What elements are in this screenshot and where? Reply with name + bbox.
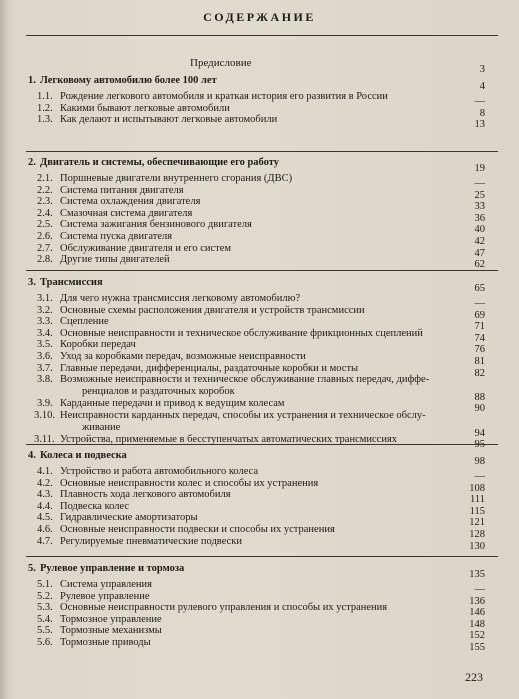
entry-page: 69 — [474, 309, 485, 321]
page-spine-shadow — [0, 0, 8, 699]
entry-number: 3.10. — [34, 409, 55, 421]
chapter-page: 135 — [469, 569, 485, 580]
entry-title: Плавность хода легкового автомобиля — [60, 489, 231, 501]
entry-number: 2.4. — [37, 207, 53, 219]
entry-page: 95 — [474, 438, 485, 450]
section-rule — [26, 35, 498, 36]
entry-page: 81 — [474, 356, 485, 367]
entry-number: 4.7. — [37, 535, 53, 547]
chapter-title: Двигатель и системы, обеспечивающие его работу — [40, 157, 280, 168]
entry-title: Рождение легкового автомобиля и краткая история его развития в России — [60, 91, 388, 102]
entry-page: 8 — [479, 107, 485, 119]
entry-number: 2.2. — [37, 184, 53, 196]
entry-page: 152 — [469, 630, 485, 642]
chapter-number: 5. — [28, 563, 36, 574]
entry-number: 2.5. — [37, 219, 53, 231]
entry-page: 47 — [474, 247, 485, 259]
entry-number: 4.3. — [37, 489, 53, 501]
entry-title: Тормозные механизмы — [60, 625, 162, 637]
page-number: 223 — [465, 670, 483, 684]
chapter-page: 65 — [474, 283, 485, 294]
entry-number: 3.4. — [37, 327, 53, 339]
entry-page: 115 — [469, 505, 485, 517]
entry-number: 2.7. — [37, 242, 53, 254]
entry-page: 94 — [474, 427, 485, 439]
entry-page: 121 — [469, 517, 485, 529]
entry-title: Основные неисправности подвески и способы их устранения — [60, 524, 335, 535]
section-rule — [26, 151, 498, 152]
entry-number: 5.6. — [37, 637, 53, 648]
entry-number: 3.11. — [34, 433, 55, 445]
entry-number: 2.6. — [37, 231, 53, 242]
chapter-number: 1. — [28, 75, 36, 86]
chapter-number: 3. — [28, 277, 36, 288]
chapter-page: 98 — [474, 456, 485, 467]
entry-page: 82 — [474, 367, 485, 379]
entry-page: 71 — [474, 321, 485, 333]
entry-title: Главные передачи, дифференциалы, раздаточные коробки и мосты — [60, 362, 359, 374]
entry-number: 3.5. — [37, 339, 53, 351]
entry-page: 108 — [469, 482, 485, 494]
entry-number: 1.2. — [37, 102, 53, 114]
entry-title: Устройства, применяемые в бесступенчатых автоматических трансмиссиях — [60, 433, 398, 445]
section-rule — [26, 270, 498, 271]
entry-title: Основные неисправности рулевого управления и способы их устранения — [60, 602, 388, 614]
entry-page: 42 — [474, 236, 485, 247]
entry-number: 4.4. — [37, 500, 53, 512]
entry-number: 4.6. — [37, 524, 53, 535]
entry-number: 5.2. — [37, 590, 53, 602]
entry-page: 128 — [469, 529, 485, 540]
entry-title: Коробки передач — [60, 339, 136, 351]
entry-title: Система охлаждения двигателя — [60, 196, 201, 208]
chapter-number: 2. — [28, 157, 36, 168]
entry-title: Подвеска колес — [60, 500, 130, 512]
entry-title: Система зажигания бензинового двигателя — [60, 219, 252, 231]
entry-number: 3.6. — [37, 351, 53, 362]
entry-page: — — [474, 584, 485, 595]
entry-number: 1.3. — [37, 114, 53, 126]
chapter-number: 4. — [28, 450, 36, 461]
entry-number: 5.5. — [37, 625, 53, 637]
entry-title: Основные неисправности и техническое обслуживание фрикционных сцеплений — [60, 327, 423, 339]
entry-page: 130 — [469, 540, 485, 552]
chapter-page: 19 — [474, 163, 485, 174]
entry-title: Неисправности карданных передач, способы их устранения и техническое обслу- — [60, 409, 426, 421]
entry-page: 90 — [474, 403, 485, 415]
entry-number: 4.5. — [37, 512, 53, 524]
entry-title: Как делают и испытывают легковые автомобили — [60, 114, 278, 126]
entry-title-continuation: ренциалов и раздаточных коробок — [82, 386, 235, 398]
toc-title: СОДЕРЖАНИЕ — [203, 10, 316, 24]
entry-title: Гидравлические амортизаторы — [60, 512, 198, 524]
entry-page: 88 — [474, 392, 485, 404]
entry-number: 2.8. — [37, 254, 53, 266]
entry-number: 3.3. — [37, 316, 53, 328]
entry-page: 74 — [474, 332, 485, 344]
chapter-title: Рулевое управление и тормоза — [40, 563, 185, 574]
entry-page: 146 — [469, 607, 485, 619]
preface-label: Предисловие — [190, 57, 252, 69]
entry-title: Возможные неисправности и техническое обслуживание главных передач, диффе- — [60, 374, 430, 386]
entry-number: 3.1. — [37, 293, 53, 304]
entry-page: 25 — [474, 189, 485, 201]
entry-title: Сцепление — [60, 316, 109, 328]
entry-page: 13 — [474, 119, 485, 131]
entry-page: 62 — [474, 259, 485, 271]
entry-number: 2.1. — [37, 173, 53, 184]
entry-title: Основные неисправности колес и способы их устранения — [60, 477, 319, 489]
entry-title: Система управления — [60, 579, 152, 590]
entry-title: Поршневые двигатели внутреннего сгорания (ДВС) — [60, 173, 293, 184]
entry-title: Регулируемые пневматические подвески — [60, 535, 243, 547]
entry-number: 3.9. — [37, 398, 53, 410]
section-rule — [26, 556, 498, 557]
entry-page: 136 — [469, 595, 485, 607]
entry-page: 40 — [474, 224, 485, 236]
entry-page: — — [474, 96, 485, 107]
entry-page: 111 — [470, 494, 485, 506]
entry-title: Обслуживание двигателя и его систем — [60, 242, 232, 254]
entry-page: 76 — [474, 344, 485, 356]
entry-page: 155 — [469, 642, 485, 653]
chapter-title: Трансмиссия — [40, 277, 103, 288]
entry-number: 5.1. — [37, 579, 53, 590]
entry-title-continuation: живание — [82, 421, 121, 433]
chapter-title: Колеса и подвеска — [40, 450, 127, 461]
entry-title: Тормозное управление — [60, 613, 162, 625]
preface-page: 3 — [479, 64, 485, 75]
entry-title: Для чего нужна трансмиссия легковому автомобилю? — [60, 293, 301, 304]
entry-page: 36 — [474, 212, 485, 224]
entry-number: 3.7. — [37, 362, 53, 374]
entry-number: 4.1. — [37, 466, 53, 477]
entry-title: Система питания двигателя — [60, 184, 184, 196]
entry-number: 5.4. — [37, 613, 53, 625]
entry-page: — — [474, 298, 485, 309]
entry-number: 1.1. — [37, 91, 53, 102]
chapter-title: Легковому автомобилю более 100 лет — [40, 75, 217, 86]
entry-title: Система пуска двигателя — [60, 231, 173, 242]
entry-title: Карданные передачи и привод к ведущим колесам — [60, 398, 285, 410]
entry-title: Устройство и работа автомобильного колеса — [60, 466, 259, 477]
entry-title: Тормозные приводы — [60, 637, 151, 648]
entry-title: Какими бывают легковые автомобили — [60, 102, 230, 114]
entry-title: Основные схемы расположения двигателя и устройств трансмиссии — [60, 304, 365, 316]
entry-page: 148 — [469, 618, 485, 630]
entry-title: Рулевое управление — [60, 590, 150, 602]
entry-page: 33 — [474, 201, 485, 213]
entry-title: Другие типы двигателей — [60, 254, 170, 266]
entry-number: 2.3. — [37, 196, 53, 208]
entry-title: Смазочная система двигателя — [60, 207, 193, 219]
entry-page: — — [474, 178, 485, 189]
entry-number: 5.3. — [37, 602, 53, 614]
entry-title: Уход за коробками передач, возможные неисправности — [60, 351, 306, 362]
entry-number: 3.8. — [37, 374, 53, 386]
entry-page: — — [474, 471, 485, 482]
chapter-page: 4 — [479, 81, 485, 92]
entry-number: 3.2. — [37, 304, 53, 316]
entry-number: 4.2. — [37, 477, 53, 489]
